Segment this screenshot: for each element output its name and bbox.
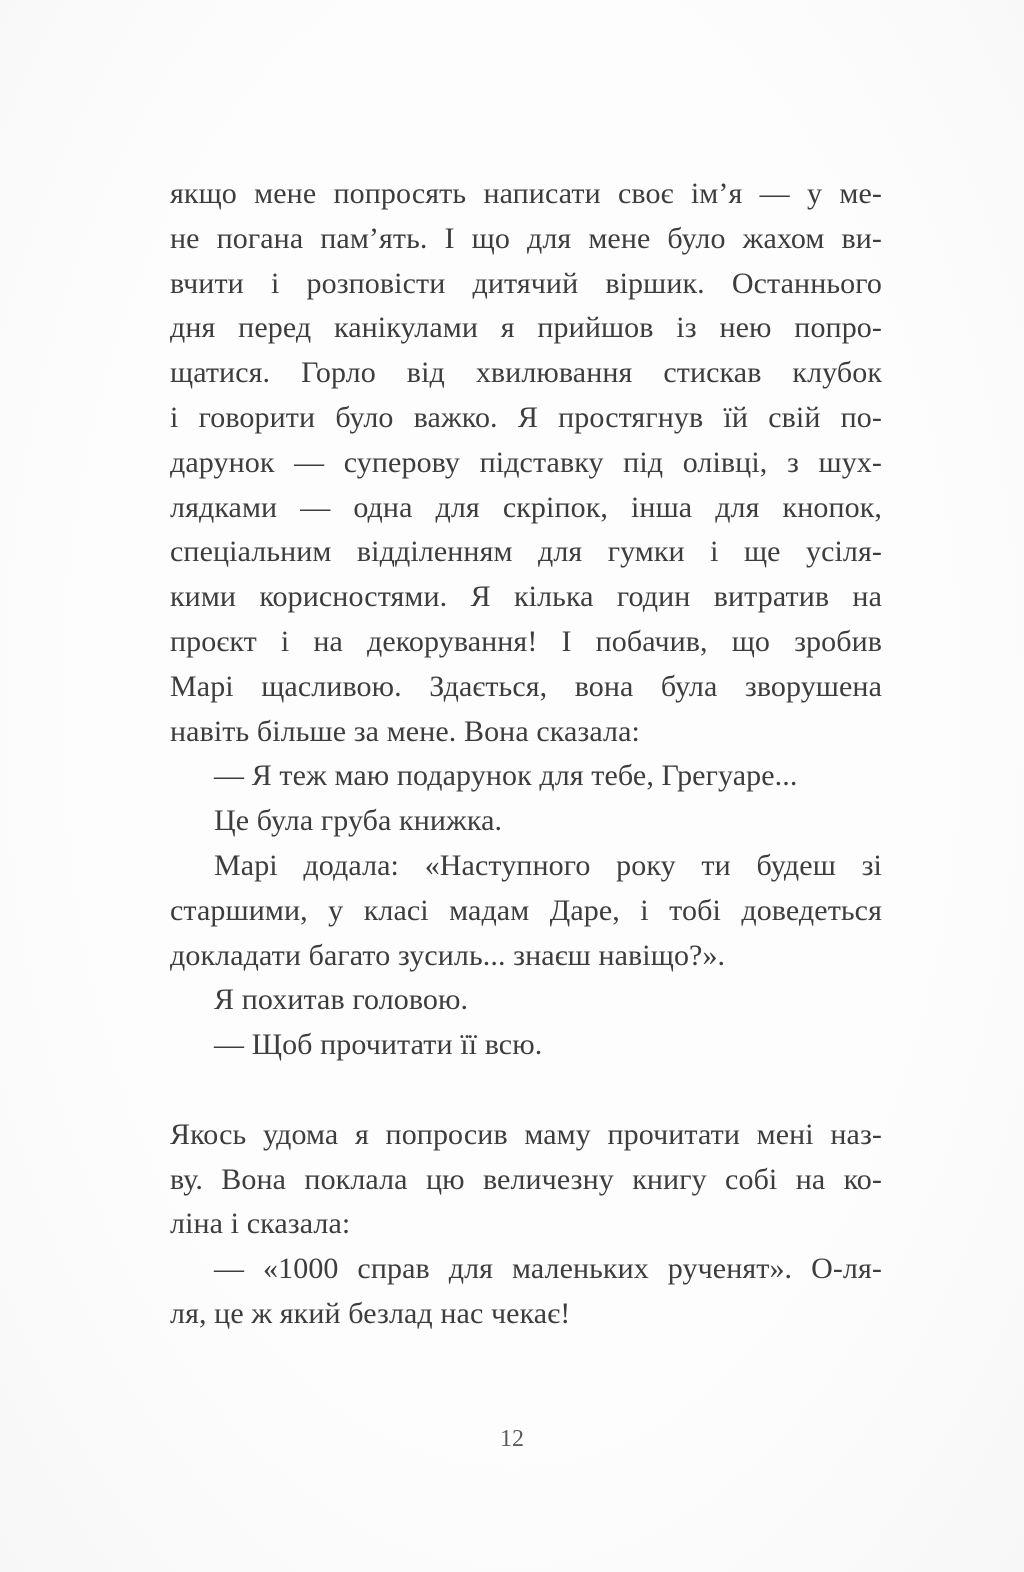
- paragraph: [170, 1113, 882, 1247]
- text-line: лядками — одна для скріпок, інша для кнопок,: [170, 490, 882, 524]
- text-line: — Щоб прочитати її всю.: [214, 1028, 543, 1062]
- paragraph: [170, 844, 882, 978]
- paragraph: [170, 1247, 882, 1337]
- text-line: щатися. Горло від хвилювання стискав клубок: [170, 356, 882, 390]
- body-text: [170, 172, 882, 1337]
- text-line: старшими, у класі мадам Даре, і тобі доведеться: [170, 893, 882, 927]
- text-line: — «1000 справ для маленьких рученят». О-ля-: [214, 1252, 882, 1286]
- paragraph: [170, 754, 882, 799]
- text-line: і говорити було важко. Я простягнув їй свій по-: [170, 400, 882, 434]
- text-line: ля, це ж який безлад нас чекає!: [170, 1296, 571, 1330]
- text-line: Я похитав головою.: [214, 983, 469, 1017]
- paragraph: [170, 172, 882, 754]
- text-line: — Я теж маю подарунок для тебе, Грегуаре...: [214, 759, 798, 793]
- text-line: дня перед канікулами я прийшов із нею попро-: [170, 311, 882, 345]
- text-line: проєкт і на декорування! І побачив, що зробив: [170, 624, 882, 658]
- text-line: Марі додала: «Наступного року ти будеш зі: [214, 848, 882, 882]
- text-line: Якось удома я попросив маму прочитати мені наз-: [170, 1117, 882, 1151]
- text-line: навіть більше за мене. Вона сказала:: [170, 714, 640, 748]
- text-line: не погана пам’ять. І що для мене було жахом ви-: [170, 221, 882, 255]
- paragraph: [170, 978, 882, 1023]
- text-line: якщо мене попросять написати своє ім’я — у ме-: [170, 177, 882, 210]
- text-line: Це була груба книжка.: [214, 804, 503, 838]
- text-line: докладати багато зусиль... знаєш навіщо?».: [170, 938, 726, 972]
- text-line: ліна і сказала:: [170, 1207, 351, 1241]
- page-number: 12: [500, 1426, 524, 1452]
- text-line: кими корисностями. Я кілька годин витратив на: [170, 580, 882, 614]
- text-line: ву. Вона поклала цю величезну книгу собі на ко-: [170, 1162, 882, 1196]
- paragraph: [170, 1023, 882, 1068]
- text-line: дарунок — суперову підставку під олівці, з шух-: [170, 445, 882, 479]
- text-line: вчити і розповісти дитячий віршик. Останнього: [170, 266, 882, 300]
- text-line: Марі щасливою. Здається, вона була зворушена: [170, 669, 882, 703]
- paragraph: [170, 799, 882, 844]
- text-line: спеціальним відділенням для гумки і ще усіля-: [170, 535, 882, 569]
